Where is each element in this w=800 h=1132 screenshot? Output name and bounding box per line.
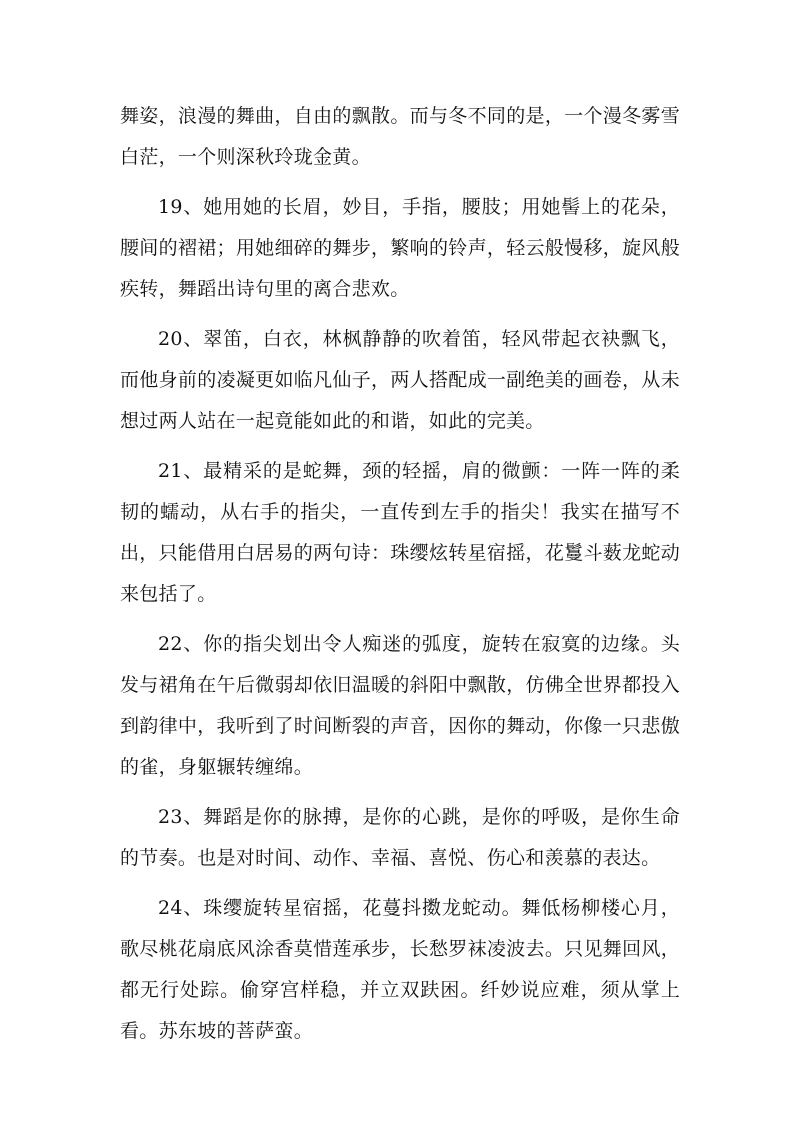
- paragraph-20: 20、翠笛，白衣，林枫静静的吹着笛，轻风带起衣袂飘飞，而他身前的凌凝更如临凡仙子，两人搭配成一副绝美的画卷，从未想过两人站在一起竟能如此的和谐，如此的完美。: [120, 328, 680, 432]
- paragraph-22: 22、你的指尖划出令人痴迷的弧度，旋转在寂寞的边缘。头发与裙角在午后微弱却依旧温暖的斜阳中飘散，仿佛全世界都投入到韵律中，我听到了时间断裂的声音，因你的舞动，你像一只悲傲的雀，身躯辗转缠绵。: [120, 633, 680, 778]
- paragraph-21: 21、最精采的是蛇舞，颈的轻摇，肩的微颤：一阵一阵的柔韧的蠕动，从右手的指尖，一直传到左手的指尖！我实在描写不出，只能借用白居易的两句诗：珠缨炫转星宿摇，花鬘斗薮龙蛇动来包括了。: [120, 460, 680, 605]
- paragraph-19: 19、她用她的长眉，妙目，手指，腰肢；用她髻上的花朵，腰间的褶裙；用她细碎的舞步，繁响的铃声，轻云般慢移，旋风般疾转，舞蹈出诗句里的离合悲欢。: [120, 196, 680, 300]
- document-body: [120, 96, 680, 1061]
- paragraph-continuation: 舞姿，浪漫的舞曲，自由的飘散。而与冬不同的是，一个漫冬雾雪白茫，一个则深秋玲珑金黄。: [120, 105, 680, 168]
- paragraph-23: 23、舞蹈是你的脉搏，是你的心跳，是你的呼吸，是你生命的节奏。也是对时间、动作、幸福、喜悦、伤心和羡慕的表达。: [120, 806, 680, 869]
- paragraph-24: 24、珠缨旋转星宿摇，花蔓抖擞龙蛇动。舞低杨柳楼心月，歌尽桃花扇底风涂香莫惜莲承步，长愁罗袜凌波去。只见舞回风，都无行处踪。偷穿宫样稳，并立双趺困。纤妙说应难，须从掌上看。苏东坡的菩萨蛮。: [120, 897, 680, 1042]
